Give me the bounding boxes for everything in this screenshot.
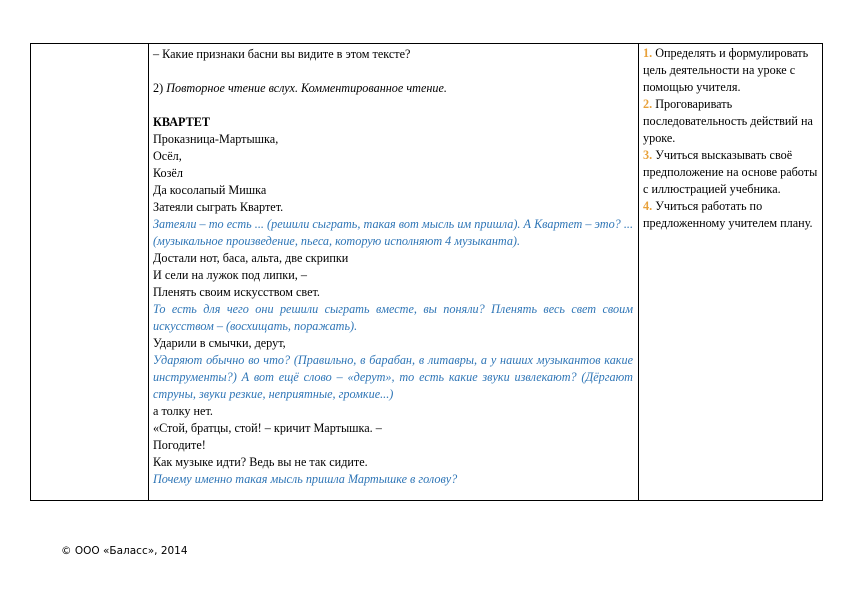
goal-text: Проговаривать последовательность действий на уроке. (643, 97, 813, 145)
poem-line: Осёл, (153, 149, 182, 163)
goal-item (643, 198, 819, 232)
goal-number: 2. (643, 97, 653, 111)
goal-text: Определять и формулировать цель деятельности на уроке с помощью учителя. (643, 46, 809, 94)
teacher-comment: То есть для чего они решили сыграть вместе, вы поняли? Пленять весь свет своим искусством – (восхищать, поражать). (153, 302, 633, 333)
poem-lines (153, 131, 633, 488)
question-line: – Какие признаки басни вы видите в этом тексте? (153, 47, 411, 61)
lesson-row (31, 44, 823, 501)
step-text: Повторное чтение вслух. Комментированное чтение. (166, 81, 447, 95)
goal-text: Учиться работать по предложенному учителем плану. (643, 199, 813, 230)
goal-item (643, 45, 819, 96)
goal-number: 4. (643, 199, 653, 213)
step-number: 2) (153, 81, 167, 95)
lesson-table (30, 43, 823, 501)
goal-text: Учиться высказывать своё предположение на основе работы с иллюстрацией учебника. (643, 148, 818, 196)
poem-title: КВАРТЕТ (153, 115, 210, 129)
lesson-content (149, 44, 638, 488)
poem-line: а толку нет. (153, 404, 213, 418)
goal-item (643, 147, 819, 198)
lesson-content-cell (149, 44, 639, 501)
teacher-comment: Затеяли – то есть ... (решили сыграть, такая вот мысль им пришла). А Квартет – это? ... (музыкальное произведение, пьеса, которую исполняют 4 музыканта). (153, 217, 633, 248)
goal-item (643, 96, 819, 147)
poem-line: Ударили в смычки, дерут, (153, 336, 286, 350)
poem-line: Достали нот, баса, альта, две скрипки (153, 251, 349, 265)
spacer (153, 63, 633, 80)
teacher-comment: Ударяют обычно во что? (Правильно, в барабан, в литавры, а у наших музыкантов какие инструменты?) А вот ещё слово – «дерут», то есть какие звуки извлекают? (Дёргают струны, звуки резкие, неприятные, громкие...) (153, 353, 633, 401)
goal-number: 1. (643, 46, 653, 60)
poem-line: Козёл (153, 166, 183, 180)
poem-line: Да косолапый Мишка (153, 183, 267, 197)
goal-number: 3. (643, 148, 653, 162)
poem-line: Проказница-Мартышка, (153, 132, 279, 146)
goals-list (639, 44, 822, 232)
teacher-comment: Почему именно такая мысль пришла Мартышке в голову? (153, 472, 458, 486)
left-column-cell (31, 44, 149, 501)
poem-line: Затеяли сыграть Квартет. (153, 200, 284, 214)
step-line (153, 80, 633, 97)
spacer (153, 97, 633, 114)
poem-line: Пленять своим искусством свет. (153, 285, 320, 299)
goals-cell (639, 44, 823, 501)
copyright-footer: © ООО «Баласс», 2014 (61, 545, 188, 557)
poem-line: И сели на лужок под липки, – (153, 268, 307, 282)
poem-line: Как музыке идти? Ведь вы не так сидите. (153, 455, 368, 469)
poem-line: Погодите! (153, 438, 206, 452)
poem-line: «Стой, братцы, стой! – кричит Мартышка. – (153, 421, 382, 435)
